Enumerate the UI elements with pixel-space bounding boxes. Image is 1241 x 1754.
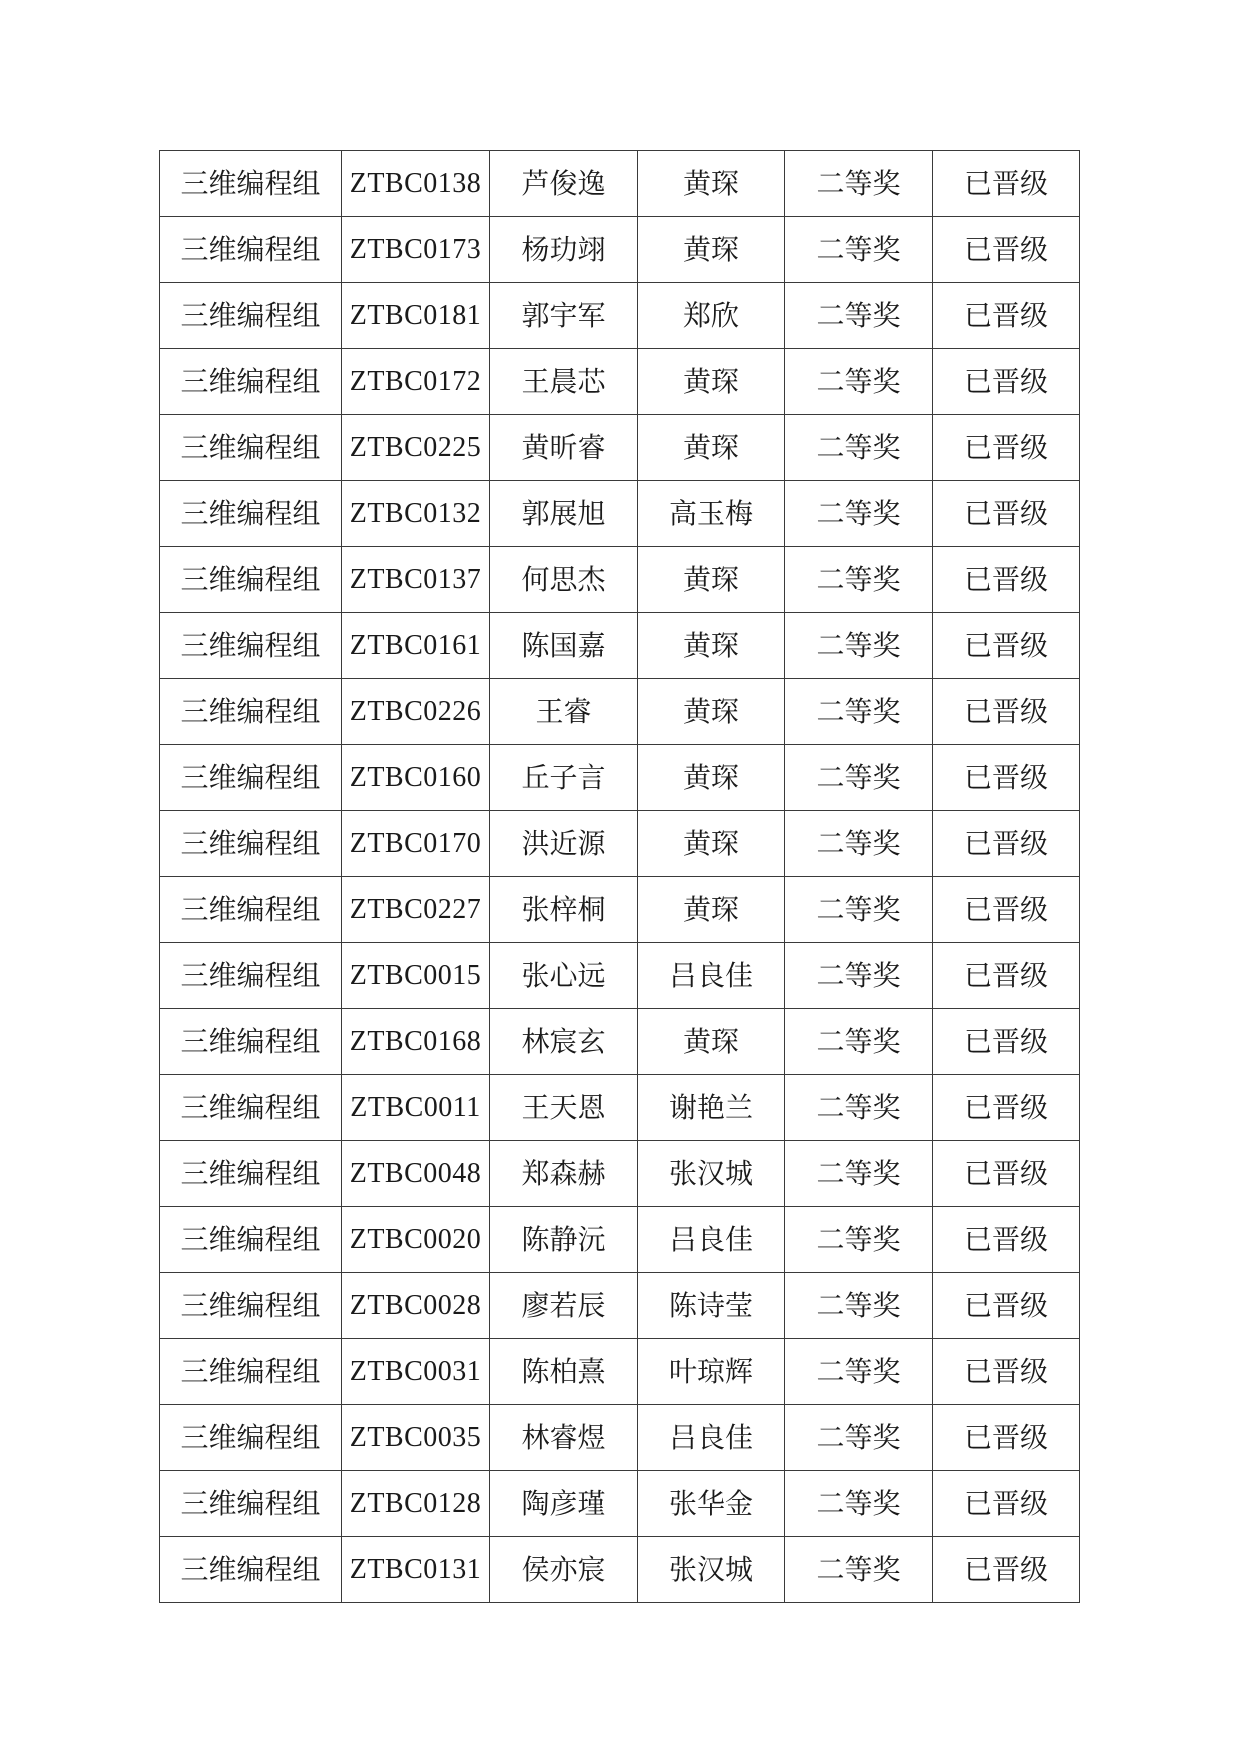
student-name-cell: 郑森赫 [490,1141,638,1207]
award-cell: 二等奖 [785,613,933,679]
table-row [160,547,1080,613]
status-cell: 已晋级 [933,1009,1080,1075]
student-name-cell: 洪近源 [490,811,638,877]
student-name-cell: 陈静沅 [490,1207,638,1273]
status-cell: 已晋级 [933,1273,1080,1339]
status-cell: 已晋级 [933,151,1080,217]
status-cell: 已晋级 [933,1471,1080,1537]
status-cell: 已晋级 [933,217,1080,283]
table-row [160,1471,1080,1537]
entry-id-cell: ZTBC0160 [342,745,490,811]
status-cell: 已晋级 [933,283,1080,349]
status-cell: 已晋级 [933,547,1080,613]
status-cell: 已晋级 [933,1207,1080,1273]
group-cell: 三维编程组 [160,1075,342,1141]
teacher-cell: 黄琛 [638,679,785,745]
results-table [159,150,1080,1603]
entry-id-cell: ZTBC0226 [342,679,490,745]
award-cell: 二等奖 [785,1405,933,1471]
entry-id-cell: ZTBC0173 [342,217,490,283]
student-name-cell: 杨玏翊 [490,217,638,283]
entry-id-cell: ZTBC0035 [342,1405,490,1471]
table-row [160,877,1080,943]
status-cell: 已晋级 [933,1537,1080,1603]
entry-id-cell: ZTBC0161 [342,613,490,679]
student-name-cell: 黄昕睿 [490,415,638,481]
group-cell: 三维编程组 [160,877,342,943]
teacher-cell: 吕良佳 [638,943,785,1009]
table-row [160,811,1080,877]
entry-id-cell: ZTBC0020 [342,1207,490,1273]
table-row [160,1339,1080,1405]
teacher-cell: 黄琛 [638,415,785,481]
award-cell: 二等奖 [785,1273,933,1339]
teacher-cell: 黄琛 [638,811,785,877]
student-name-cell: 陈国嘉 [490,613,638,679]
table-row [160,349,1080,415]
teacher-cell: 黄琛 [638,349,785,415]
award-cell: 二等奖 [785,877,933,943]
teacher-cell: 黄琛 [638,1009,785,1075]
student-name-cell: 王天恩 [490,1075,638,1141]
teacher-cell: 黄琛 [638,877,785,943]
award-cell: 二等奖 [785,349,933,415]
award-cell: 二等奖 [785,679,933,745]
table-row [160,1537,1080,1603]
group-cell: 三维编程组 [160,547,342,613]
status-cell: 已晋级 [933,811,1080,877]
teacher-cell: 黄琛 [638,547,785,613]
group-cell: 三维编程组 [160,745,342,811]
table-row [160,481,1080,547]
entry-id-cell: ZTBC0138 [342,151,490,217]
status-cell: 已晋级 [933,943,1080,1009]
table-row [160,943,1080,1009]
group-cell: 三维编程组 [160,811,342,877]
status-cell: 已晋级 [933,481,1080,547]
entry-id-cell: ZTBC0011 [342,1075,490,1141]
award-cell: 二等奖 [785,1339,933,1405]
group-cell: 三维编程组 [160,1471,342,1537]
award-cell: 二等奖 [785,1075,933,1141]
teacher-cell: 叶琼辉 [638,1339,785,1405]
teacher-cell: 郑欣 [638,283,785,349]
student-name-cell: 侯亦宸 [490,1537,638,1603]
teacher-cell: 张汉城 [638,1537,785,1603]
group-cell: 三维编程组 [160,1405,342,1471]
award-cell: 二等奖 [785,481,933,547]
table-row [160,613,1080,679]
award-cell: 二等奖 [785,811,933,877]
entry-id-cell: ZTBC0128 [342,1471,490,1537]
entry-id-cell: ZTBC0181 [342,283,490,349]
award-cell: 二等奖 [785,1471,933,1537]
status-cell: 已晋级 [933,1405,1080,1471]
student-name-cell: 郭展旭 [490,481,638,547]
status-cell: 已晋级 [933,1339,1080,1405]
student-name-cell: 陶彦瑾 [490,1471,638,1537]
teacher-cell: 张汉城 [638,1141,785,1207]
table-row [160,151,1080,217]
teacher-cell: 谢艳兰 [638,1075,785,1141]
student-name-cell: 何思杰 [490,547,638,613]
teacher-cell: 张华金 [638,1471,785,1537]
entry-id-cell: ZTBC0172 [342,349,490,415]
award-cell: 二等奖 [785,283,933,349]
entry-id-cell: ZTBC0225 [342,415,490,481]
group-cell: 三维编程组 [160,151,342,217]
teacher-cell: 黄琛 [638,745,785,811]
table-row [160,1207,1080,1273]
group-cell: 三维编程组 [160,613,342,679]
award-cell: 二等奖 [785,745,933,811]
results-table-body [160,151,1080,1603]
table-row [160,1273,1080,1339]
status-cell: 已晋级 [933,1141,1080,1207]
student-name-cell: 林睿煜 [490,1405,638,1471]
group-cell: 三维编程组 [160,1009,342,1075]
group-cell: 三维编程组 [160,1339,342,1405]
group-cell: 三维编程组 [160,349,342,415]
status-cell: 已晋级 [933,745,1080,811]
group-cell: 三维编程组 [160,1207,342,1273]
entry-id-cell: ZTBC0168 [342,1009,490,1075]
teacher-cell: 吕良佳 [638,1405,785,1471]
award-cell: 二等奖 [785,1207,933,1273]
award-cell: 二等奖 [785,547,933,613]
entry-id-cell: ZTBC0031 [342,1339,490,1405]
entry-id-cell: ZTBC0227 [342,877,490,943]
student-name-cell: 陈柏熹 [490,1339,638,1405]
teacher-cell: 陈诗莹 [638,1273,785,1339]
table-row [160,1141,1080,1207]
entry-id-cell: ZTBC0170 [342,811,490,877]
group-cell: 三维编程组 [160,217,342,283]
entry-id-cell: ZTBC0028 [342,1273,490,1339]
status-cell: 已晋级 [933,415,1080,481]
student-name-cell: 张心远 [490,943,638,1009]
group-cell: 三维编程组 [160,1141,342,1207]
award-cell: 二等奖 [785,1537,933,1603]
award-cell: 二等奖 [785,151,933,217]
award-cell: 二等奖 [785,1009,933,1075]
group-cell: 三维编程组 [160,415,342,481]
group-cell: 三维编程组 [160,679,342,745]
table-row [160,415,1080,481]
status-cell: 已晋级 [933,349,1080,415]
table-row [160,217,1080,283]
student-name-cell: 芦俊逸 [490,151,638,217]
status-cell: 已晋级 [933,679,1080,745]
teacher-cell: 黄琛 [638,217,785,283]
group-cell: 三维编程组 [160,481,342,547]
entry-id-cell: ZTBC0048 [342,1141,490,1207]
student-name-cell: 丘子言 [490,745,638,811]
teacher-cell: 吕良佳 [638,1207,785,1273]
student-name-cell: 廖若辰 [490,1273,638,1339]
table-row [160,1405,1080,1471]
entry-id-cell: ZTBC0132 [342,481,490,547]
student-name-cell: 张梓桐 [490,877,638,943]
student-name-cell: 王睿 [490,679,638,745]
status-cell: 已晋级 [933,1075,1080,1141]
table-row [160,1075,1080,1141]
status-cell: 已晋级 [933,877,1080,943]
entry-id-cell: ZTBC0137 [342,547,490,613]
table-row [160,745,1080,811]
teacher-cell: 黄琛 [638,613,785,679]
entry-id-cell: ZTBC0131 [342,1537,490,1603]
entry-id-cell: ZTBC0015 [342,943,490,1009]
student-name-cell: 郭宇军 [490,283,638,349]
group-cell: 三维编程组 [160,283,342,349]
teacher-cell: 高玉梅 [638,481,785,547]
award-cell: 二等奖 [785,217,933,283]
table-row [160,679,1080,745]
status-cell: 已晋级 [933,613,1080,679]
table-row [160,283,1080,349]
group-cell: 三维编程组 [160,1273,342,1339]
teacher-cell: 黄琛 [638,151,785,217]
group-cell: 三维编程组 [160,1537,342,1603]
student-name-cell: 林宸玄 [490,1009,638,1075]
award-cell: 二等奖 [785,943,933,1009]
award-cell: 二等奖 [785,1141,933,1207]
student-name-cell: 王晨芯 [490,349,638,415]
group-cell: 三维编程组 [160,943,342,1009]
table-row [160,1009,1080,1075]
award-cell: 二等奖 [785,415,933,481]
